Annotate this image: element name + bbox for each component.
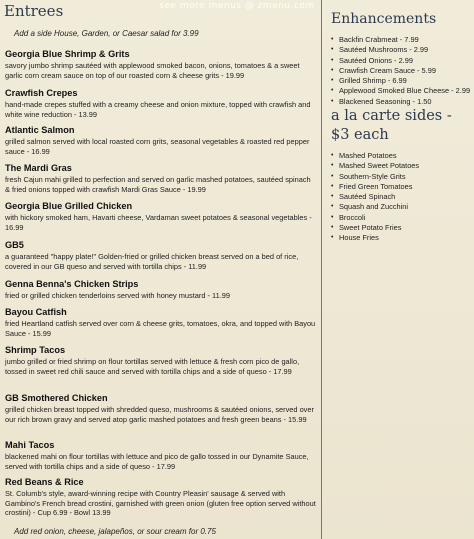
enhancement-item: • Sautéed Onions - 2.99 [331, 56, 470, 66]
entree-name: GB Smothered Chicken [5, 393, 108, 403]
entree-name: GB5 [5, 240, 24, 250]
enhancements-list [331, 35, 470, 107]
entree-name: Red Beans & Rice [5, 477, 84, 487]
side-item: • Southern-Style Grits [331, 172, 419, 182]
entree-name: Georgia Blue Grilled Chicken [5, 201, 133, 211]
entree-item [5, 201, 317, 232]
entree-description: blackened mahi on flour tortillas with lettuce and pico de gallo tossed in our Dynamite Sauce, served with tortilla chips and a side of queso - 17.99 [5, 452, 309, 471]
entree-name: Georgia Blue Shrimp & Grits [5, 49, 130, 59]
entree-item [5, 240, 317, 271]
watermark: see more menus @ zmenu.com [159, 1, 315, 11]
entree-name: Genna Benna's Chicken Strips [5, 279, 139, 289]
entree-name: Bayou Catfish [5, 307, 67, 317]
side-item: • Broccoli [331, 213, 419, 223]
enhancement-item: • Backfin Crabmeat - 7.99 [331, 35, 470, 45]
entree-name: Shrimp Tacos [5, 345, 66, 355]
side-item: • House Fries [331, 233, 419, 243]
add-side-note: Add a side House, Garden, or Caesar salad for 3.99 [14, 29, 199, 38]
entree-description: grilled chicken breast topped with shredded queso, mushrooms & sautéed onions, served over our rich brown gravy and served atop garlic mashed potatoes and fresh green beans - 15.99 [5, 405, 314, 424]
entree-item [5, 393, 317, 424]
entree-description: fresh Cajun mahi grilled to perfection and served on garlic mashed potatoes, sautéed spinach & fried onions topped with crawfish Mardi Gras Sauce - 19.99 [5, 175, 311, 194]
entree-description: a guaranteed "happy plate!" Golden-fried or grilled chicken breast served on a bed of rice, covered in our GB queso and served with tortilla chips - 11.99 [5, 252, 299, 271]
entree-name: Mahi Tacos [5, 440, 55, 450]
enhancement-item: • Blackened Seasoning - 1.50 [331, 97, 470, 107]
enhancements-heading: Enhancements [331, 11, 437, 27]
entree-description: with hickory smoked ham, Havarti cheese, Vardaman sweet potatoes & seasonal vegetables - 16.99 [5, 213, 312, 232]
entree-item [5, 125, 317, 156]
side-item: • Mashed Potatoes [331, 151, 419, 161]
entree-item [5, 440, 317, 471]
entree-item [5, 163, 317, 194]
entree-item [5, 345, 317, 376]
entree-name: Crawfish Crepes [5, 88, 78, 98]
entree-description: jumbo grilled or fried shrimp on flour tortillas served with lettuce & fresh corn pico de gallo, tossed in sweet red chili sauce and served with tortilla chips and a side of queso - 17.99 [5, 357, 300, 376]
enhancement-item: • Applewood Smoked Blue Cheese - 2.99 [331, 86, 470, 96]
enhancement-item: • Crawfish Cream Sauce - 5.99 [331, 66, 470, 76]
enhancement-item: • Sautéed Mushrooms - 2.99 [331, 45, 470, 55]
side-item: • Mashed Sweet Potatoes [331, 161, 419, 171]
side-item: • Sautéed Spinach [331, 192, 419, 202]
entree-description: fried or grilled chicken tenderloins served with honey mustard - 11.99 [5, 291, 230, 300]
entree-description: savory jumbo shrimp sautéed with applewood smoked bacon, onions, tomatoes & a sweet garlic corn cream sauce on top of our roasted corn & cheese grits - 19.99 [5, 61, 300, 80]
entree-description: St. Columb's style, award-winning recipe with Country Pleasin' sausage & served with Gambino's French bread crostini, garnished with green onion (gluten free option served without crostini) - Cup 6.99 - Bowl 13.99 [5, 489, 316, 518]
side-item: • Fried Green Tomatoes [331, 182, 419, 192]
entree-name: Atlantic Salmon [5, 125, 75, 135]
entree-description: grilled salmon served with local roasted corn grits, seasonal vegetables & roasted red pepper sauce - 16.99 [5, 137, 310, 156]
entrees-heading: Entrees [4, 2, 64, 20]
entree-name: The Mardi Gras [5, 163, 72, 173]
entree-item [5, 307, 317, 338]
side-item: • Sweet Potato Fries [331, 223, 419, 233]
entree-item [5, 279, 317, 301]
sides-heading: a la carte sides - $3 each [331, 108, 452, 143]
sides-list [331, 151, 419, 244]
entree-item [5, 477, 317, 518]
add-toppings-note: Add red onion, cheese, jalapeños, or sour cream for 0.75 [14, 527, 216, 536]
entree-description: fried Heartland catfish served over corn & cheese grits, tomatoes, okra, and topped with Bayou Sauce - 15.99 [5, 319, 316, 338]
entree-item [5, 88, 317, 119]
side-item: • Squash and Zucchini [331, 202, 419, 212]
entree-description: hand-made crepes stuffed with a creamy cheese and onion mixture, topped with crawfish and white wine reduction - 13.99 [5, 100, 311, 119]
entree-item [5, 49, 317, 80]
enhancement-item: • Grilled Shrimp - 6.99 [331, 76, 470, 86]
